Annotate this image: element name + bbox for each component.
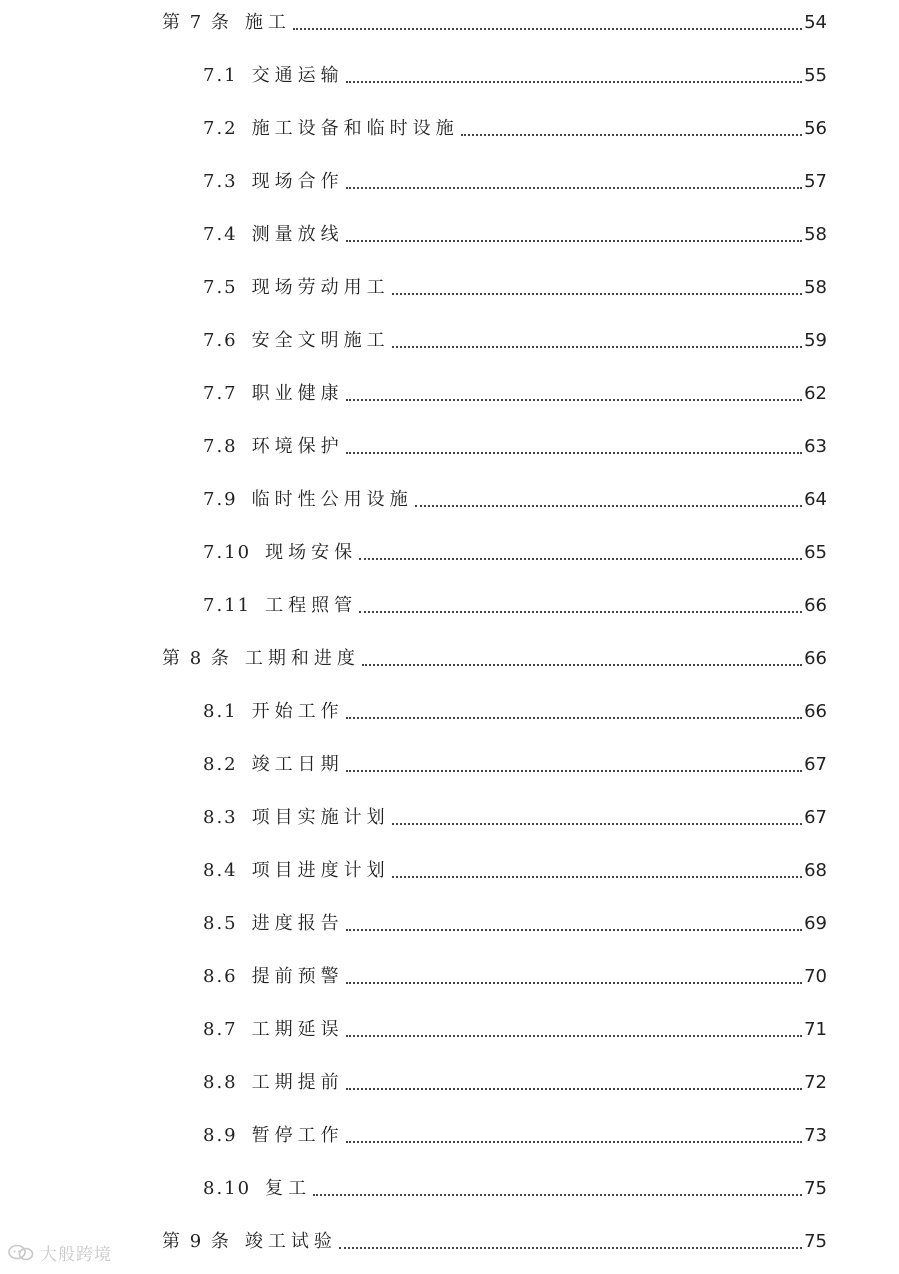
toc-title: 项目实施计划 [251,807,390,828]
toc-title: 施工 [244,12,291,33]
toc-page-number: 56 [804,118,827,139]
toc-number: 第 7 条 [162,12,231,33]
toc-section-8-8 [203,1064,827,1094]
toc-number: 7.2 [203,118,238,139]
toc-title: 交通运输 [251,65,344,86]
toc-title: 测量放线 [251,224,344,245]
toc-number: 8.3 [203,807,238,828]
toc-page-number: 59 [804,330,827,351]
toc-page-number: 72 [804,1072,827,1093]
toc-chapter-7 [162,4,827,34]
toc-page-number: 67 [804,754,827,775]
toc-page-number: 67 [804,807,827,828]
toc-title: 现场劳动用工 [251,277,390,298]
dot-leader [346,716,802,719]
toc-title: 现场合作 [251,171,344,192]
watermark-text: 大般跨境 [40,1245,112,1265]
dot-leader [392,875,802,878]
toc-number: 8.4 [203,860,238,881]
toc-section-8-2 [203,746,827,776]
toc-section-8-5 [203,905,827,935]
toc-title: 工期和进度 [244,648,360,669]
toc-number: 7.9 [203,489,238,510]
toc-page-number: 66 [804,701,827,722]
dot-leader [362,663,802,666]
toc-page-number: 64 [804,489,827,510]
toc-section-8-7 [203,1011,827,1041]
dot-leader [313,1193,802,1196]
toc-title: 进度报告 [251,913,344,934]
toc-page-number: 66 [804,648,827,669]
toc-title: 项目进度计划 [251,860,390,881]
toc-number: 8.10 [203,1178,252,1199]
toc-page-number: 54 [804,12,827,33]
toc-section-8-10 [203,1170,827,1200]
toc-number: 8.1 [203,701,238,722]
toc-section-7-1 [203,57,827,87]
dot-leader [346,398,802,401]
dot-leader [346,769,802,772]
toc-number: 7.5 [203,277,238,298]
toc-section-7-8 [203,428,827,458]
toc-section-7-7 [203,375,827,405]
toc-title: 提前预警 [251,966,344,987]
toc-chapter-8 [162,640,827,670]
toc-number: 7.8 [203,436,238,457]
toc-title: 临时性公用设施 [251,489,413,510]
toc-number: 8.6 [203,966,238,987]
toc-title: 竣工试验 [244,1231,337,1252]
dot-leader [392,822,802,825]
toc-page-number: 63 [804,436,827,457]
toc-title: 暂停工作 [251,1125,344,1146]
toc-title: 安全文明施工 [251,330,390,351]
toc-title: 竣工日期 [251,754,344,775]
toc-title: 职业健康 [251,383,344,404]
dot-leader [359,610,802,613]
toc-section-7-9 [203,481,827,511]
toc-section-7-10 [203,534,827,564]
toc-title: 开始工作 [251,701,344,722]
toc-section-7-6 [203,322,827,352]
toc-title: 工期提前 [251,1072,344,1093]
toc-section-7-2 [203,110,827,140]
dot-leader [415,504,802,507]
toc-section-7-11 [203,587,827,617]
toc-section-8-4 [203,852,827,882]
dot-leader [392,292,802,295]
toc-number: 第 8 条 [162,648,231,669]
toc-page-number: 65 [804,542,827,563]
toc-page-number: 73 [804,1125,827,1146]
toc-number: 8.5 [203,913,238,934]
toc-title: 环境保护 [251,436,344,457]
toc-number: 7.10 [203,542,252,563]
dot-leader [359,557,802,560]
dot-leader [339,1246,802,1249]
dot-leader [293,27,802,30]
toc-number: 7.6 [203,330,238,351]
toc-page-number: 62 [804,383,827,404]
dot-leader [461,133,802,136]
dot-leader [346,928,802,931]
toc-page-number: 75 [804,1178,827,1199]
toc-title: 工程照管 [265,595,358,616]
dot-leader [346,451,802,454]
chat-bubble-icon [8,1244,34,1262]
watermark [8,1240,112,1265]
dot-leader [346,1087,802,1090]
toc-page-number: 55 [804,65,827,86]
toc-section-7-4 [203,216,827,246]
toc-number: 第 9 条 [162,1231,231,1252]
toc-title: 工期延误 [251,1019,344,1040]
dot-leader [346,186,802,189]
toc-page-number: 75 [804,1231,827,1252]
toc-section-8-9 [203,1117,827,1147]
toc-section-7-3 [203,163,827,193]
toc-page-number: 68 [804,860,827,881]
toc-section-8-3 [203,799,827,829]
toc-page-number: 69 [804,913,827,934]
toc-section-8-6 [203,958,827,988]
toc-section-8-1 [203,693,827,723]
toc-page-number: 58 [804,277,827,298]
toc-title: 复工 [265,1178,312,1199]
toc-section-7-5 [203,269,827,299]
dot-leader [346,80,802,83]
toc-number: 8.9 [203,1125,238,1146]
toc-page-number: 70 [804,966,827,987]
toc-number: 8.7 [203,1019,238,1040]
toc-page-number: 66 [804,595,827,616]
toc-page-number: 58 [804,224,827,245]
dot-leader [346,239,802,242]
toc-number: 7.11 [203,595,252,616]
dot-leader [346,981,802,984]
dot-leader [346,1034,802,1037]
toc-number: 7.4 [203,224,238,245]
toc-number: 7.1 [203,65,238,86]
toc-number: 8.8 [203,1072,238,1093]
toc-title: 施工设备和临时设施 [251,118,459,139]
toc-title: 现场安保 [265,542,358,563]
toc-number: 7.3 [203,171,238,192]
toc-number: 7.7 [203,383,238,404]
dot-leader [392,345,802,348]
dot-leader [346,1140,802,1143]
toc-page-number: 71 [804,1019,827,1040]
toc-number: 8.2 [203,754,238,775]
toc-chapter-9 [162,1223,827,1253]
toc-page-number: 57 [804,171,827,192]
